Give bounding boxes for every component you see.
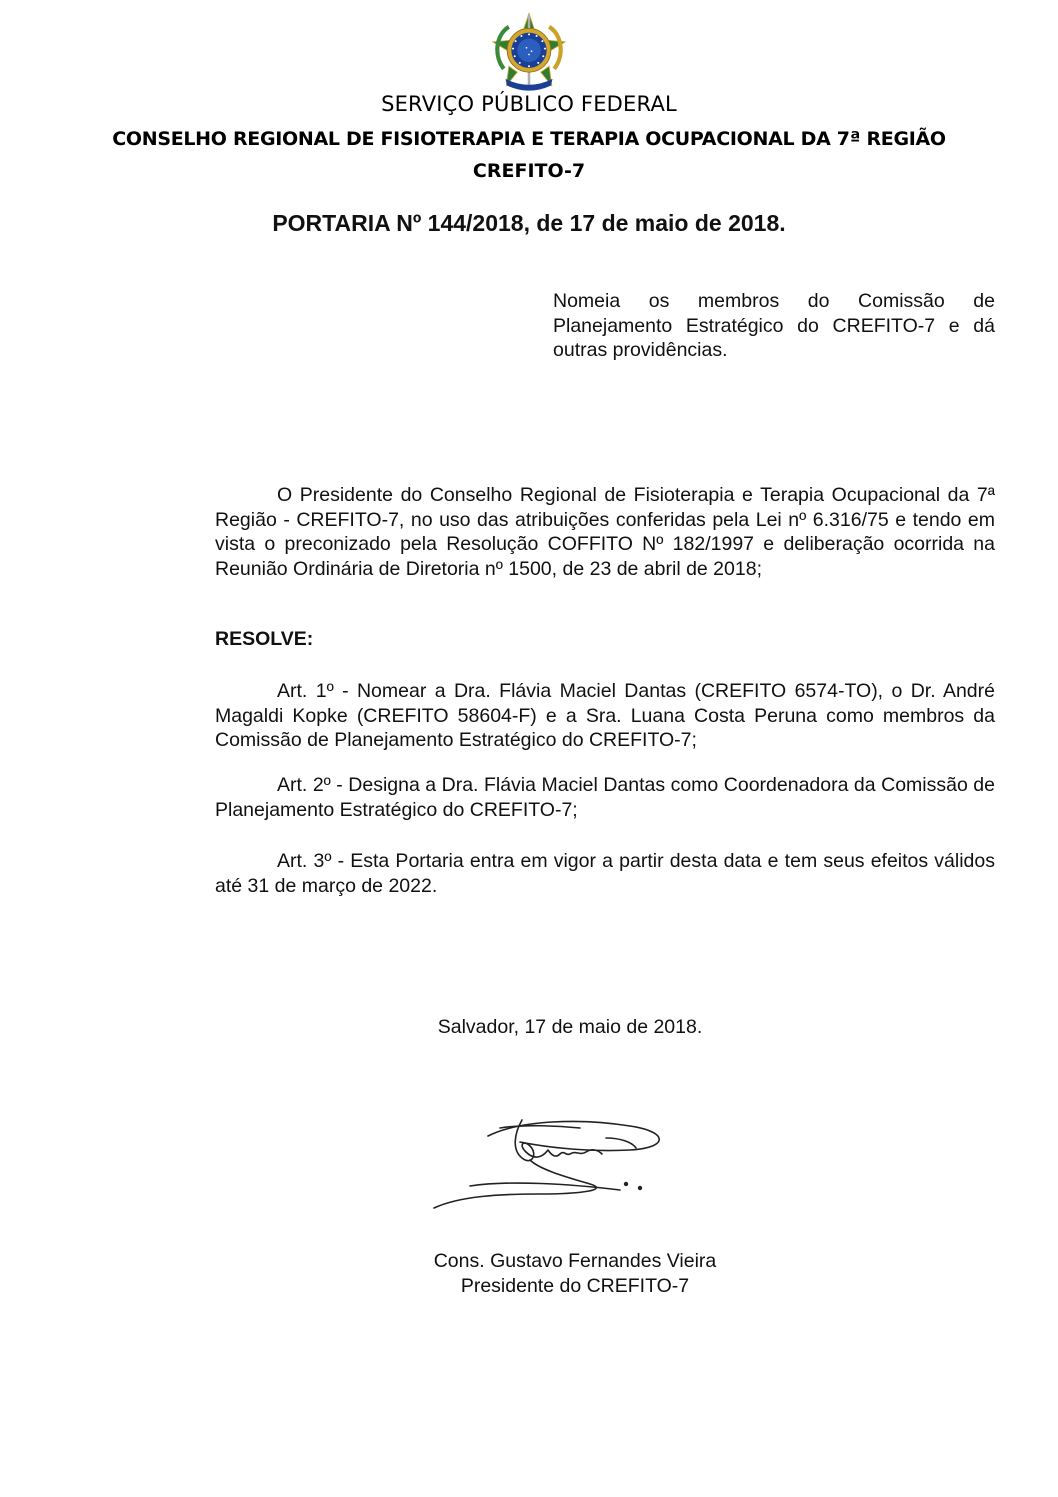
signer-role: Presidente do CREFITO-7 xyxy=(460,1275,690,1297)
header-service-line: SERVIÇO PÚBLICO FEDERAL xyxy=(381,92,677,116)
handwritten-signature xyxy=(430,1098,680,1223)
ementa-summary: Nomeia os membros do Comissão de Planejamento Estratégico do CREFITO-7 e dá outras providências. xyxy=(553,290,995,361)
article-3: Art. 3º - Esta Portaria entra em vigor a partir desta data e tem seus efeitos válidos até 31 de março de 2022. xyxy=(215,850,995,897)
resolve-heading: RESOLVE: xyxy=(215,628,314,650)
signer-name: Cons. Gustavo Fernandes Vieira xyxy=(433,1250,717,1272)
article-1: Art. 1º - Nomear a Dra. Flávia Maciel Dantas (CREFITO 6574-TO), o Dr. André Magaldi Kopke (CREFITO 58604-F) e a Sra. Luana Costa Peruna como membros da Comissão de Planejamento Estratégico do CREFITO-7; xyxy=(215,680,995,751)
place-and-date: Salvador, 17 de maio de 2018. xyxy=(437,1016,703,1038)
intro-paragraph: O Presidente do Conselho Regional de Fisioterapia e Terapia Ocupacional da 7ª Região - CREFITO-7, no uso das atribuições conferidas pela Lei nº 6.316/75 e tendo em vista o preconizado pela Resolução COFFITO Nº 182/1997 e deliberação ocorrida na Reunião Ordinária de Diretoria nº 1500, de 23 de abril de 2018; xyxy=(215,484,995,580)
header-council-acronym: CREFITO-7 xyxy=(472,160,586,182)
document-title: PORTARIA Nº 144/2018, de 17 de maio de 2018. xyxy=(272,210,786,236)
brazil-coat-of-arms-icon xyxy=(487,10,571,94)
header-council-name: CONSELHO REGIONAL DE FISIOTERAPIA E TERAPIA OCUPACIONAL DA 7ª REGIÃO xyxy=(112,128,946,150)
article-2: Art. 2º - Designa a Dra. Flávia Maciel Dantas como Coordenadora da Comissão de Planejamento Estratégico do CREFITO-7; xyxy=(215,774,995,821)
